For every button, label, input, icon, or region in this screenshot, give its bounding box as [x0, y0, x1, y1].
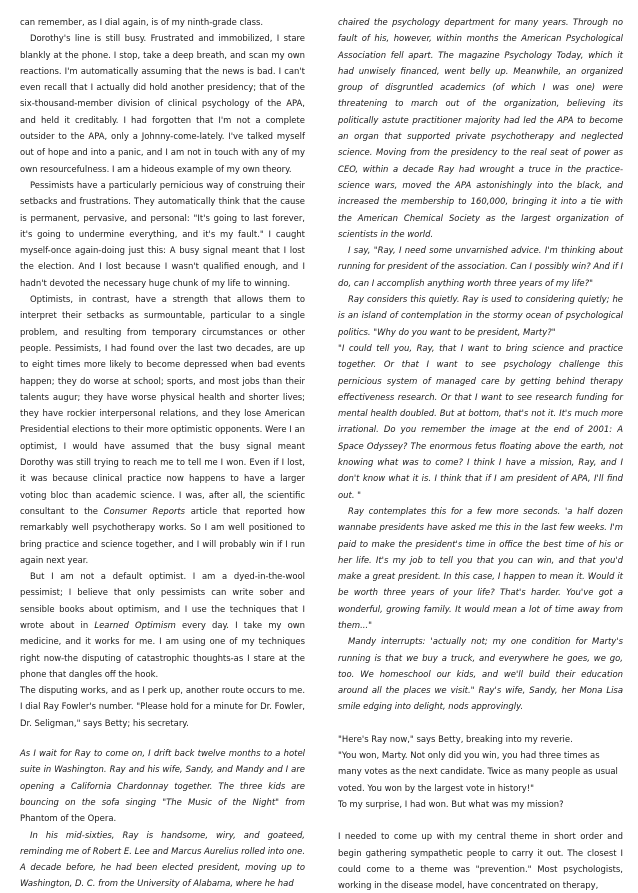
paragraph: "Here's Ray now," says Betty, breaking into my reverie.	[338, 733, 573, 744]
paragraph: chaired the psychology department for many years. Through no fault of his, however, within months the American Psychological Association fell apart. The magazine Psychology Today, which it had unwisely financed, went belly up. Meanwhile, an organized group of disgruntled academics (of which I was one) were threatening to march out of the organization, believing its politically astute practitioner majority had led the APA to become an organ that supported private psychotherapy and neglected science. Moving from the presidency to the real seat of power as CEO, within a decade Ray had wrought a truce in the practice-science wars, moved the APA astonishingly into the black, and increased the membership to 160,000, bringing it into a tie with the American Chemical Society as the largest organization of scientists in the world.	[338, 17, 623, 239]
italic-title: Learned Optimism	[94, 619, 176, 630]
paragraph: Mandy interrupts: 'actually not; my one condition for Marty's running is that we buy a truck, and everywhere he goes, we go, too. We homeschool our kids, and we'll build their education around all the places we visit." Ray's wife, Sandy, her Mona Lisa smile edging into delight, nods approvingly.	[338, 636, 623, 712]
paragraph: Dorothy's line is still busy. Frustrated and immobilized, I stare blankly at the phone. I stop, take a deep breath, and scan my own reactions. I'm automatically assuming that the news is bad. I can't even recall that I actually did hold another presidency; that of the six-thousand-member division of clinical psychology of the APA, and held it creditably. I had forgotten that I'm not a complete outsider to the APA, only a Johnny-come-lately. I've talked myself out of hope and into a panic, and I am not in touch with any of my own resourcefulness. I am a hideous example of my own theory.	[20, 33, 305, 174]
paragraph: can remember, as I dial again, is of my ninth-grade class.	[20, 17, 264, 27]
italic-title: Consumer Reports	[103, 505, 186, 516]
paragraph: I say, "Ray, I need some unvarnished advice. I'm thinking about running for president of the association. Can I possibly win? And if I do, can I accomplish anything worth three years of my life?"	[338, 245, 624, 288]
paragraph: I needed to come up with my central theme in short order and begin gathering sympathetic people to carry it out. The closest I could come to a theme was "prevention." Most psychologists, working in the disease model, have concentrated on therapy,	[338, 831, 623, 891]
paragraph: Pessimists have a particularly pernicious way of construing their setbacks and frustrations. They automatically think that the cause is permanent, pervasive, and personal: "It's going to last forever, it's going to undermine everything, and it's my fault." I caught myself-once again-doing just this: A busy signal meant that I lost the election. And I lost because I wasn't qualified enough, and I hadn't devoted the necessary huge chunk of my life to winning.	[20, 179, 305, 288]
paragraph	[20, 745, 305, 826]
left-column	[20, 14, 305, 892]
paragraph: Ray considers this quietly. Ray is used to considering quietly; he is an island of contemplation in the stormy ocean of psychological politics. "Why do you want to be president, Marty?"	[338, 294, 623, 337]
paragraph-text: article that reported how remarkably well psychotherapy works. So I am well positioned to bring practice and science together, and I will probably win if I run again next year.	[20, 505, 306, 565]
paragraph	[20, 291, 305, 568]
paragraph: "You won, Marty. Not only did you win, you had three times as many votes as the next candidate. Twice as many people as usual voted. You won by the largest vote in history!"	[338, 750, 618, 793]
paragraph: "I could tell you, Ray, that I want to bring science and practice together. Or that I want to see psychology challenge this pernicious system of managed care by getting behind therapy effectiveness research. Or that I want to see research funding for mental health doubled. But at bottom, that's not it. It's much more irrational. Do you remember the image at the end of 2001: A Space Odyssey? The enormous fetus floating above the earth, not knowing what was to come? I think I have a mission, Ray, and I don't know what it is. I think that if I am president of APA, I'll find out. "	[338, 342, 623, 500]
paragraph-text: Optimists, in contrast, have a strength that allows them to interpret their setbacks as surmountable, particular to a single problem, and resulting from temporary circumstances or other people. Pessimists, I had found over the last two decades, are up to eight times more likely to become depressed when bad events happen; they do worse at school; sports, and most jobs than their talents augur; they have worse physical health and shorter lives; they have rockier interpersonal relations, and they lose American Presidential elections to their more optimistic opponents. Were I an optimist, I would have assumed that the busy signal meant Dorothy was still trying to reach me to tell me I won. Even if I lost, it was because clinical practice now happens to have a larger voting bloc than academic science. I was, after all, the scientific consultant to the	[20, 294, 305, 516]
paragraph-text: But I am not a default optimist. I am a dyed-in-the-wool pessimist; I believe that only pessimists can write sober and sensible books about optimism, and I use the techniques that I wrote about in	[20, 571, 305, 630]
paragraph: Ray contemplates this for a few more seconds. 'a half dozen wannabe presidents have asked me this in the last few weeks. I'm paid to make the president's time in office the best time of his or her life. It's my job to tell you that you can win, and that you'd make a great president. In this case, I happen to mean it. Would it be worth three years of your life? That's harder. You've got a wonderful, growing family. It would mean a lot of time away from them..."	[338, 505, 623, 630]
paragraph: In his mid-sixties, Ray is handsome, wiry, and goateed, reminding me of Robert E. Lee and Marcus Aurelius rolled into one. A decade before, he had been elected president, moving up to Washington, D. C. from the University of Alabama, where he had	[20, 829, 305, 889]
paragraph-text: Phantom of the Opera.	[20, 813, 117, 824]
paragraph: The disputing works, and as I perk up, another route occurs to me. I dial Ray Fowler's number. "Please hold for a minute for Dr. Fowler, Dr. Seligman," says Betty; his secretary.	[20, 685, 305, 728]
paragraph-text: every day. I take my own medicine, and it works for me. I am using one of my techniques right now-the disputing of catastrophic thoughts-as I stare at the phone that dangles off the hook.	[20, 619, 306, 679]
paragraph	[20, 568, 305, 682]
paragraph-text: As I wait for Ray to come on, I drift back twelve months to a hotel suite in Washington. Ray and his wife, Sandy, and Mandy and I are opening a California Chardonnay together. The three kids are bouncing on the sofa singing "The Music of the Night" from	[20, 748, 305, 807]
right-column	[338, 14, 623, 893]
paragraph: To my surprise, I had won. But what was my mission?	[338, 798, 564, 809]
